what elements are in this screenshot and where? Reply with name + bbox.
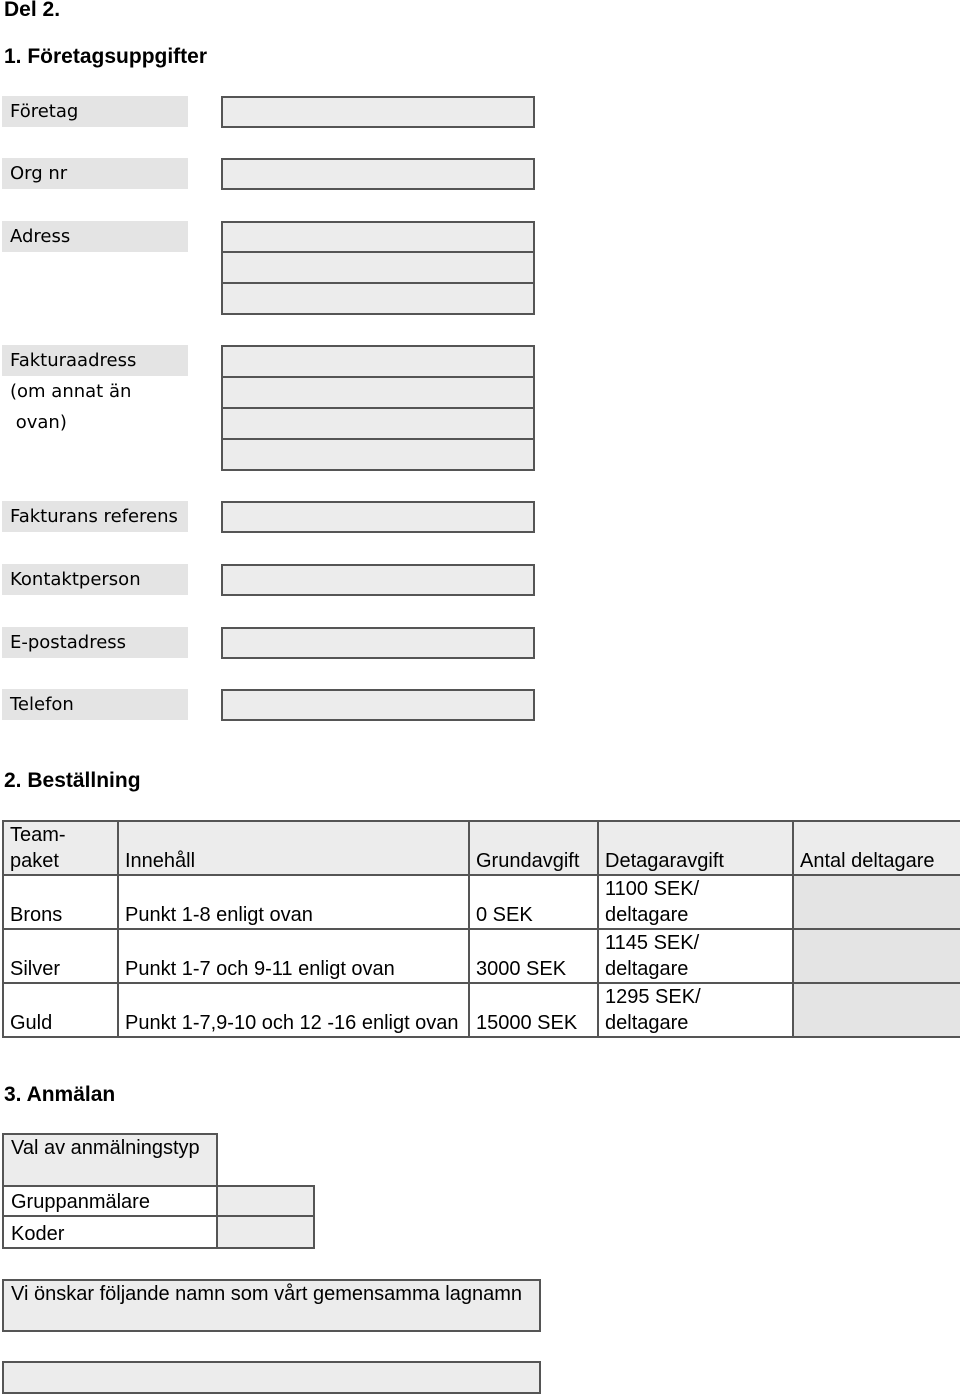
section-1-title: 1. Företagsuppgifter <box>4 45 208 68</box>
team-name-label: Vi önskar följande namn som vårt gemensamma lagnamn <box>2 1279 541 1332</box>
label-email: E-postadress <box>2 627 188 658</box>
header-participant-count: Antal deltagare <box>793 821 960 875</box>
package-content: Punkt 1-8 enligt ovan <box>118 875 469 929</box>
base-fee: 3000 SEK <box>469 929 598 983</box>
participant-fee: 1100 SEK/ deltagare <box>598 875 793 929</box>
billing-address-field-1[interactable] <box>221 345 535 378</box>
group-registrant-field[interactable] <box>216 1185 315 1217</box>
invoice-reference-field[interactable] <box>221 501 535 533</box>
label-contact-person: Kontaktperson <box>2 564 188 595</box>
participant-count-field-brons[interactable] <box>793 875 960 929</box>
address-field-3[interactable] <box>221 282 535 315</box>
phone-field[interactable] <box>221 689 535 721</box>
team-name-field[interactable] <box>2 1361 541 1394</box>
participant-count-field-guld[interactable] <box>793 983 960 1037</box>
registration-type-label: Val av anmälningstyp <box>2 1133 218 1187</box>
org-nr-field[interactable] <box>221 158 535 190</box>
header-team-package: Team-paket <box>3 821 118 875</box>
package-content: Punkt 1-7,9-10 och 12 -16 enligt ovan <box>118 983 469 1037</box>
codes-field[interactable] <box>216 1215 315 1249</box>
package-name: Guld <box>3 983 118 1037</box>
label-org-nr: Org nr <box>2 158 188 189</box>
participant-fee: 1145 SEK/ deltagare <box>598 929 793 983</box>
table-row <box>3 875 960 929</box>
table-row <box>3 983 960 1037</box>
label-address: Adress <box>2 221 188 252</box>
section-2-title: 2. Beställning <box>4 769 141 792</box>
option-group-label: Gruppanmälare <box>2 1185 218 1217</box>
participant-count-field-silver[interactable] <box>793 929 960 983</box>
address-field-2[interactable] <box>221 251 535 284</box>
label-phone: Telefon <box>2 689 188 720</box>
base-fee: 0 SEK <box>469 875 598 929</box>
email-field[interactable] <box>221 627 535 659</box>
package-content: Punkt 1-7 och 9-11 enligt ovan <box>118 929 469 983</box>
part-title: Del 2. <box>4 0 61 21</box>
label-billing-address: Fakturaadress (om annat än ovan) <box>10 350 137 433</box>
billing-address-field-2[interactable] <box>221 376 535 409</box>
header-content: Innehåll <box>118 821 469 875</box>
label-invoice-reference: Fakturans referens <box>2 501 188 532</box>
option-codes-label: Koder <box>2 1215 218 1249</box>
billing-address-field-4[interactable] <box>221 438 535 471</box>
company-field[interactable] <box>221 96 535 128</box>
table-row <box>3 929 960 983</box>
order-table <box>2 820 960 1038</box>
header-participant-fee: Detagaravgift <box>598 821 793 875</box>
label-company: Företag <box>2 96 188 127</box>
base-fee: 15000 SEK <box>469 983 598 1037</box>
contact-person-field[interactable] <box>221 564 535 596</box>
participant-fee: 1295 SEK/ deltagare <box>598 983 793 1037</box>
package-name: Silver <box>3 929 118 983</box>
address-field-1[interactable] <box>221 221 535 253</box>
order-header-row <box>3 821 960 875</box>
billing-address-field-3[interactable] <box>221 407 535 440</box>
section-3-title: 3. Anmälan <box>4 1083 116 1106</box>
header-base-fee: Grundavgift <box>469 821 598 875</box>
package-name: Brons <box>3 875 118 929</box>
